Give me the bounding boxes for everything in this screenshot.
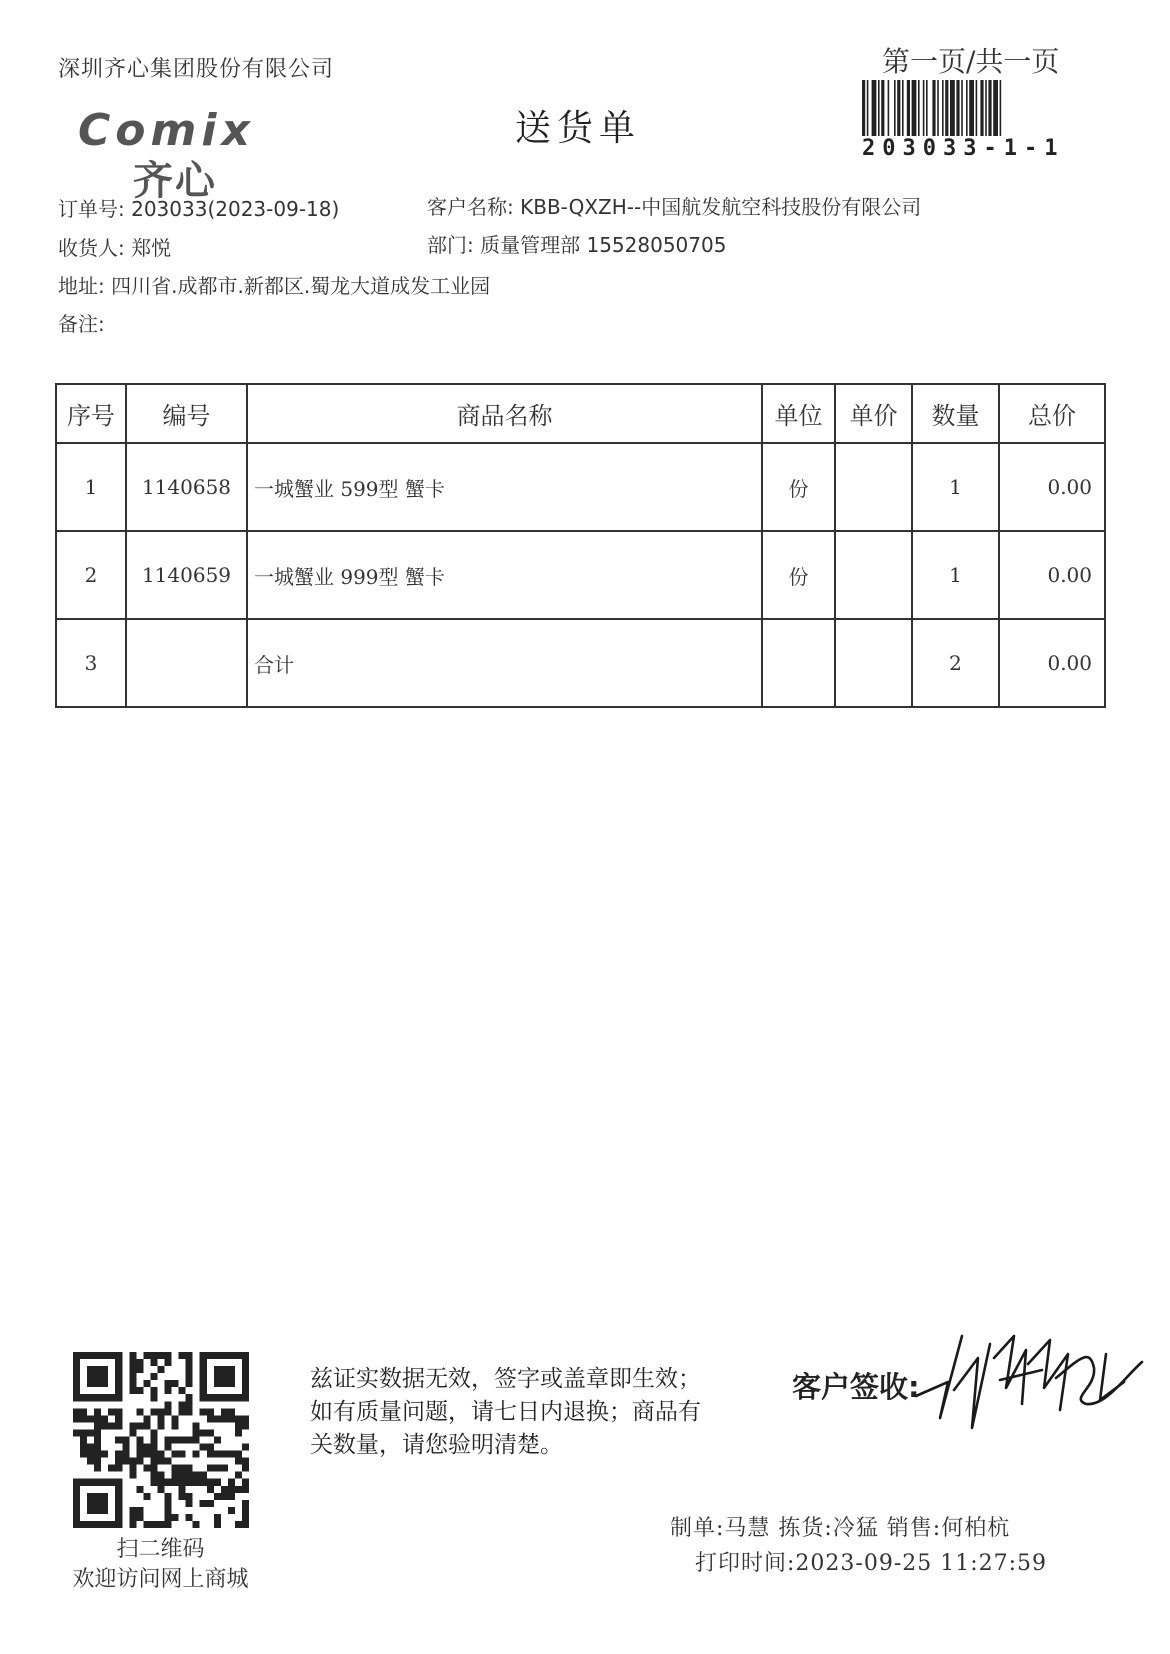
- cell-code: 1140659: [126, 531, 247, 619]
- logo-text-en: Comix: [78, 105, 255, 156]
- customer-value: KBB-QXZH--中国航发航空科技股份有限公司: [520, 195, 922, 219]
- cell-quantity: 1: [912, 443, 999, 531]
- header-code: 编号: [126, 384, 247, 443]
- cell-unit-price: [835, 443, 912, 531]
- cell-total-price: 0.00: [999, 619, 1105, 707]
- qr-caption: [58, 1535, 263, 1595]
- cell-quantity: 2: [912, 619, 999, 707]
- consignee-label: 收货人:: [58, 236, 125, 260]
- logo-text-cn: 齐心: [133, 158, 217, 204]
- qr-caption-line2: 欢迎访问网上商城: [72, 1567, 249, 1592]
- qr-caption-line1: 扫二维码: [116, 1537, 205, 1562]
- handwritten-signature: [910, 1318, 1150, 1436]
- department-label: 部门:: [427, 233, 474, 257]
- cell-total-price: 0.00: [999, 443, 1105, 531]
- cell-code: 1140658: [126, 443, 247, 531]
- address-label: 地址:: [58, 274, 105, 298]
- cell-total-label: 合计: [247, 619, 762, 707]
- qr-code: [73, 1352, 249, 1528]
- cell-unit-price: [835, 619, 912, 707]
- cell-unit: 份: [762, 531, 835, 619]
- cell-index: 1: [56, 443, 126, 531]
- print-time: 打印时间:2023-09-25 11:27:59: [695, 1551, 1048, 1576]
- remark-label: 备注:: [58, 312, 105, 336]
- cell-index: 2: [56, 531, 126, 619]
- header-unit: 单位: [762, 384, 835, 443]
- cell-product-name: 一城蟹业 599型 蟹卡: [247, 443, 762, 531]
- barcode: [860, 80, 1065, 136]
- staff-info: 制单:马慧 拣货:冷猛 销售:何柏杭: [670, 1516, 1011, 1541]
- department-value: 质量管理部 15528050705: [480, 233, 727, 257]
- header-index: 序号: [56, 384, 126, 443]
- cell-code: [126, 619, 247, 707]
- header-quantity: 数量: [912, 384, 999, 443]
- cell-unit: [762, 619, 835, 707]
- order-number-field: [58, 193, 339, 222]
- document-title: 送货单: [515, 108, 642, 149]
- order-number-value: 203033(2023-09-18): [131, 197, 340, 221]
- comix-logo: [78, 105, 308, 204]
- cell-unit: 份: [762, 443, 835, 531]
- table-row: [56, 443, 1105, 531]
- consignee-field: [58, 232, 171, 261]
- cell-index: 3: [56, 619, 126, 707]
- customer-field: [427, 191, 921, 220]
- cell-product-name: 一城蟹业 999型 蟹卡: [247, 531, 762, 619]
- cell-quantity: 1: [912, 531, 999, 619]
- customer-sign-label: 客户签收:: [792, 1370, 920, 1404]
- table-row-total: [56, 619, 1105, 707]
- header-unit-price: 单价: [835, 384, 912, 443]
- department-field: [427, 229, 726, 258]
- table-header-row: [56, 384, 1105, 443]
- address-field: [58, 270, 490, 299]
- customer-label: 客户名称:: [427, 195, 514, 219]
- order-number-label: 订单号:: [58, 197, 125, 221]
- table-row: [56, 531, 1105, 619]
- page-indicator: 第一页/共一页: [882, 45, 1060, 78]
- notice-text: 兹证实数据无效，签字或盖章即生效；如有质量问题，请七日内退换；商品有关数量，请您验明清楚。: [310, 1366, 701, 1458]
- items-table: [55, 383, 1106, 708]
- remark-field: [58, 308, 105, 337]
- company-name: 深圳齐心集团股份有限公司: [58, 57, 335, 82]
- barcode-number: 203033-1-1: [862, 136, 1065, 161]
- cell-unit-price: [835, 531, 912, 619]
- header-product-name: 商品名称: [247, 384, 762, 443]
- address-value: 四川省.成都市.新都区.蜀龙大道成发工业园: [111, 274, 491, 298]
- cell-total-price: 0.00: [999, 531, 1105, 619]
- consignee-value: 郑悦: [131, 236, 172, 260]
- header-total-price: 总价: [999, 384, 1105, 443]
